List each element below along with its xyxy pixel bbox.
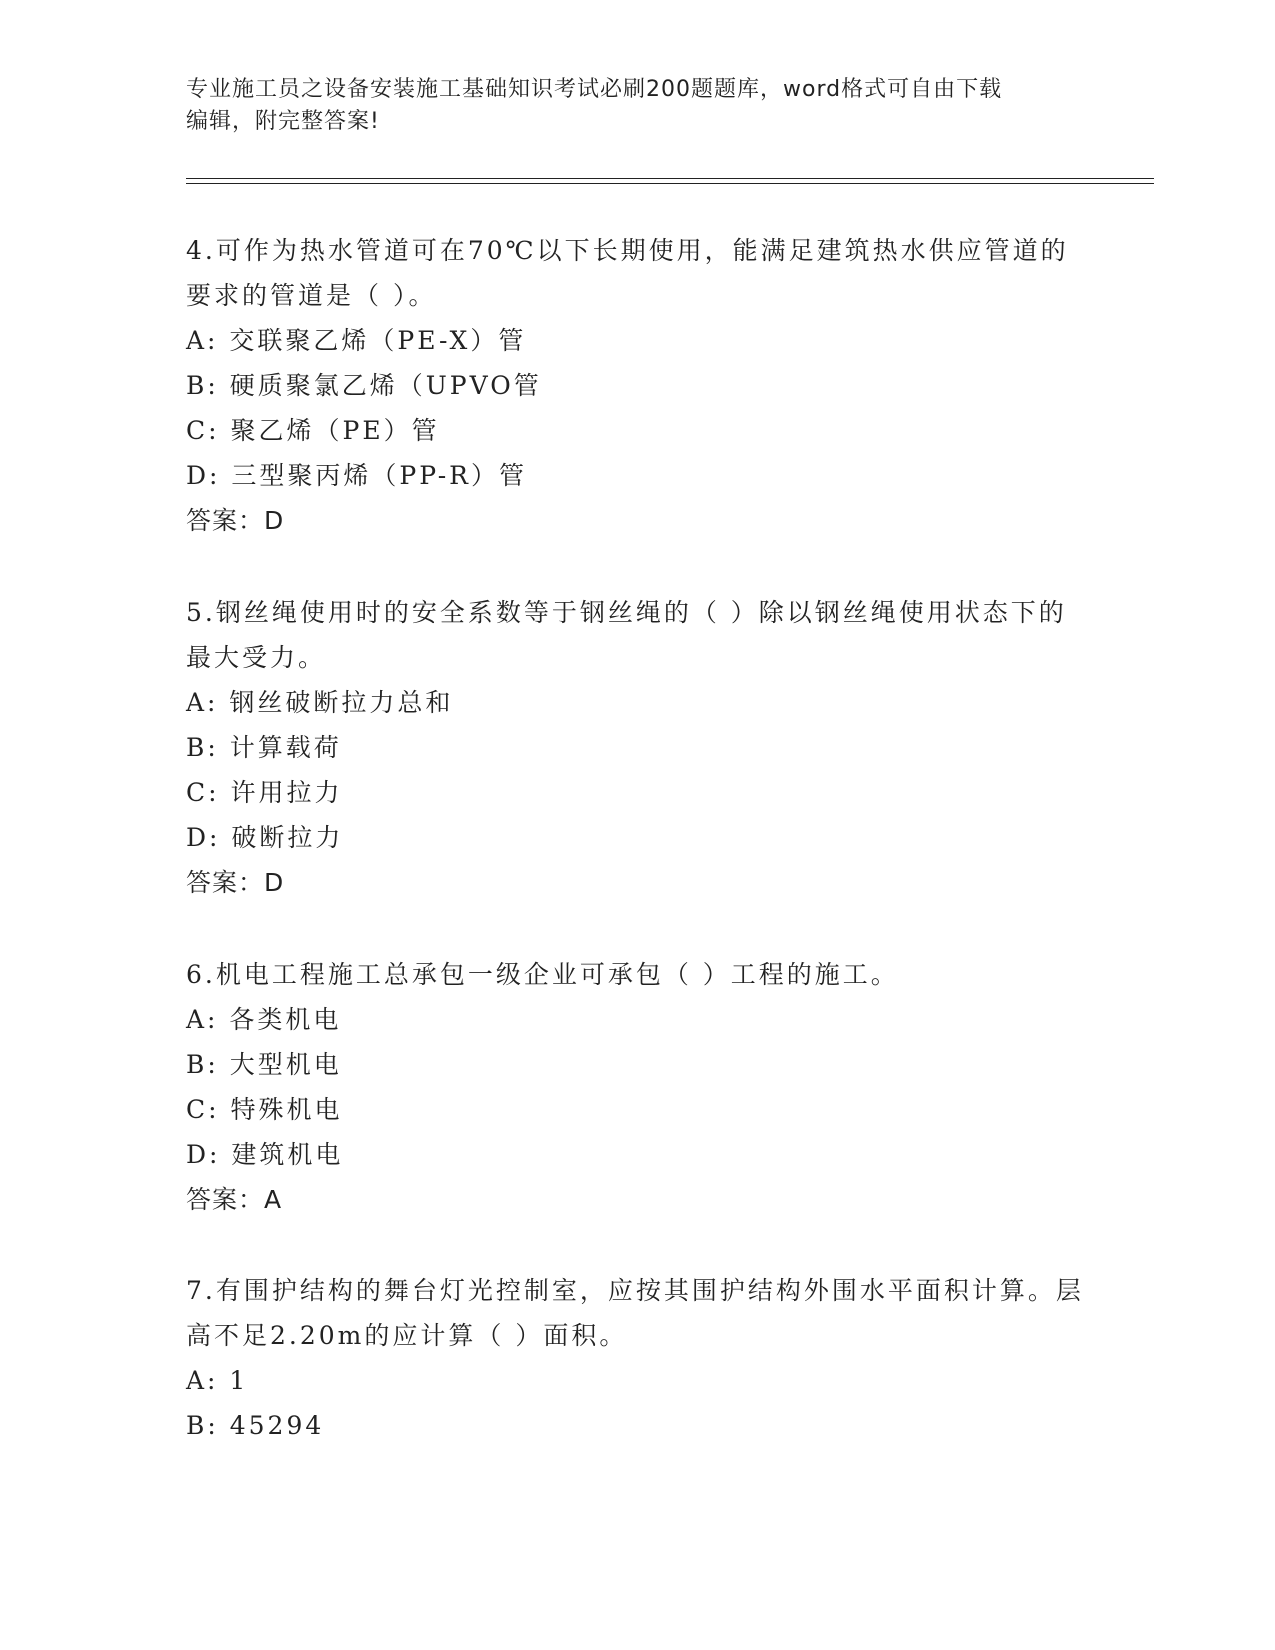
option-c: C: 聚乙烯（PE）管 (186, 416, 440, 445)
option-c: C: 许用拉力 (186, 778, 343, 807)
option-a: A: 1 (186, 1366, 249, 1395)
option-d: D: 破断拉力 (186, 823, 344, 852)
option-c: C: 特殊机电 (186, 1095, 343, 1124)
option-b: B: 45294 (186, 1411, 325, 1440)
question-6 (186, 952, 1086, 1222)
header-divider-top (186, 178, 1154, 179)
option-b: B: 大型机电 (186, 1050, 342, 1079)
option-b: B: 硬质聚氯乙烯（UPVO管 (186, 371, 542, 400)
option-d: D: 三型聚丙烯（PP-R）管 (186, 461, 527, 490)
question-7 (186, 1268, 1086, 1448)
question-4 (186, 228, 1086, 543)
answer: 答案：D (186, 868, 285, 897)
question-stem: 6.机电工程施工总承包一级企业可承包（ ）工程的施工。 (186, 960, 899, 989)
option-a: A: 交联聚乙烯（PE-X）管 (186, 326, 527, 355)
header-title-line-1: 专业施工员之设备安装施工基础知识考试必刷200题题库，word格式可自由下载 (186, 77, 1003, 102)
question-stem: 5.钢丝绳使用时的安全系数等于钢丝绳的（ ）除以钢丝绳使用状态下的最大受力。 (186, 598, 1067, 672)
header-title-line-2: 编辑，附完整答案! (186, 109, 380, 134)
answer: 答案：A (186, 1185, 283, 1214)
question-stem: 4.可作为热水管道可在70℃以下长期使用，能满足建筑热水供应管道的要求的管道是（ ）。 (186, 236, 1069, 310)
header-divider-bottom (186, 183, 1154, 184)
question-stem: 7.有围护结构的舞台灯光控制室，应按其围护结构外围水平面积计算。层高不足2.20m的应计算（ ）面积。 (186, 1276, 1084, 1350)
question-5 (186, 590, 1086, 905)
answer: 答案：D (186, 506, 285, 535)
option-a: A: 钢丝破断拉力总和 (186, 688, 454, 717)
option-d: D: 建筑机电 (186, 1140, 344, 1169)
option-b: B: 计算载荷 (186, 733, 342, 762)
document-header (186, 74, 1066, 138)
option-a: A: 各类机电 (186, 1005, 342, 1034)
